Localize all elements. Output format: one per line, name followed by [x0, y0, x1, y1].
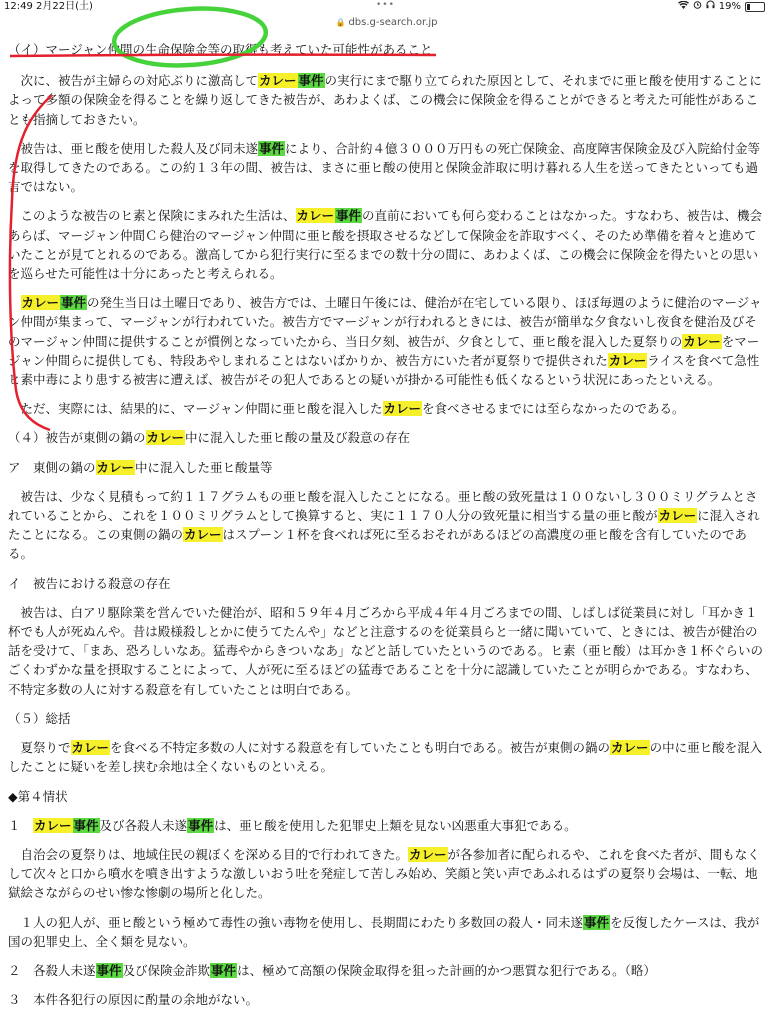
search-hit-curry: カレー — [611, 740, 649, 756]
text-run: ただ、実際には、結果的に、マージャン仲間に亜ヒ酸を混入した — [20, 401, 383, 417]
document-heading — [8, 990, 764, 1009]
text-run: により、合計約４億３０００万円もの死亡保険金、高度障害保険金及び入院給付金等を取得してきたのである。この約１３年の間、被告は、まさに亜ヒ酸の使用と保険金詐取に明け暮れる人生を送ってきたといっても過言ではない。 — [8, 140, 761, 195]
text-run: は、極めて高額の保険金取得を狙った計画的かつ悪質な犯行である。（略） — [237, 962, 656, 978]
address-bar[interactable] — [0, 14, 773, 32]
text-run: 被告は、白アリ駆除業を営んでいた健治が、昭和５９年４月ごろから平成４年４月ごろまでの間、しばしば従業員に対し「耳かき１杯でも人が死ぬんや。昔は殿様殺しとかに使うてたんや」などと注意するのを従業員らと一緒に聞いていて、ときには、被告が健治の話を受けて、「まあ、恐ろしいなあ。猛毒やからきついなあ」などと話していたというのである。ヒ素（亜ヒ酸）は耳かき１杯ぐらいのごくわずかな量を摂取することによって、人が死に至るほどの猛毒であることを十分に認識していたことが明らかである。すなわち、不特定多数の人に対する殺意を有していたことは明白である。 — [8, 604, 764, 697]
search-hit-curry: カレー — [21, 295, 60, 311]
text-run: ア 東側の鍋の — [8, 459, 96, 475]
text-run: はスプーン１杯を食べれば死に至るおそれがあるほどの高濃度の亜ヒ酸を含有していたのである。 — [8, 527, 747, 562]
document-paragraph — [8, 399, 764, 418]
text-run: 自治会の夏祭りは、地域住民の親ぼくを深める目的で行われてきた。 — [20, 846, 409, 862]
search-hit-incident: 事件 — [211, 962, 237, 978]
alarm-icon — [693, 0, 702, 14]
search-hit-incident: 事件 — [188, 817, 214, 833]
text-run: 次に、被告が主婦らの対応ぶりに激高して — [20, 73, 259, 89]
document-paragraph — [8, 845, 764, 903]
status-time: 12:49 — [4, 1, 33, 12]
search-hit-curry: カレー — [34, 817, 72, 833]
text-run: イ 被告における殺意の存在 — [8, 575, 171, 591]
text-run: を食べる不特定多数の人に対する殺意を有していたことも明白である。被告が東側の鍋の — [110, 740, 611, 756]
text-run: （４）被告が東側の鍋の — [8, 430, 146, 446]
text-run: 夏祭りで — [20, 740, 71, 756]
text-run: 及び各殺人未遂 — [99, 817, 188, 833]
document-heading — [8, 709, 764, 728]
text-run: １人の犯人が、亜ヒ酸という極めて毒性の強い毒物を使用し、長期間にわたり多数回の殺人・同未遂 — [20, 914, 584, 930]
status-date: 2月22日(土) — [36, 1, 93, 12]
search-hit-curry: カレー — [296, 208, 335, 224]
search-hit-incident: 事件 — [96, 962, 122, 978]
text-run: は、亜ヒ酸を使用した犯罪史上類を見ない凶悪重大事犯である。 — [214, 817, 577, 833]
search-hit-incident: 事件 — [584, 914, 610, 930]
search-hit-curry: カレー — [184, 527, 222, 543]
address-bar-url: dbs.g-search.or.jp — [348, 17, 438, 28]
battery-icon — [745, 2, 765, 12]
text-run: （イ）マージャン仲間の生命保険金等の取得も考えていた可能性があること — [8, 42, 433, 57]
document-heading — [8, 428, 764, 447]
text-run: が各参加者に配られるや、これを食べた者が、間もなくして次々と口から噴水を噴き出すような激しいおう吐を発症して苦しみ始め、笑顔と笑い声であふれるはずの夏祭り会場は、一転、地獄絵さながらのせい惨な惨劇の場所と化した。 — [8, 846, 760, 901]
text-run: （５）総括 — [8, 710, 71, 726]
text-run: をマージャン仲間らに提供しても、特段あやしまれることはないばかりか、被告方にいた者が夏祭りで提供された — [8, 333, 760, 368]
text-run: 被告は、少なく見積もって約１１７グラムもの亜ヒ酸を混入したことになる。亜ヒ酸の致死量は１００ないし３００ミリグラムとされていることから、これを１００ミリグラムとして換算すると、実に１１７０人分の致死量に相当する量の亜ヒ酸が — [8, 488, 758, 524]
text-run: ◆第４情状 — [8, 788, 68, 804]
search-hit-curry: カレー — [683, 333, 721, 349]
document-paragraph — [8, 206, 764, 283]
battery-percent: 19% — [718, 1, 741, 12]
search-hit-curry: カレー — [658, 508, 697, 524]
search-hit-incident: 事件 — [259, 140, 285, 156]
headphones-icon — [706, 0, 715, 14]
text-run: に混入されたことになる。この東側の鍋の — [8, 508, 760, 543]
text-run: の中に亜ヒ酸を混入したことに疑いを差し挟む余地は全くないものといえる。 — [8, 740, 763, 775]
document-heading — [8, 961, 764, 980]
text-run: を食べさせるまでには至らなかったのである。 — [422, 401, 685, 417]
search-hit-curry: カレー — [146, 430, 185, 446]
text-run: ２ 各殺人未遂 — [8, 962, 96, 978]
document-heading — [8, 816, 764, 835]
document-paragraph — [8, 913, 764, 951]
document-heading — [8, 458, 764, 477]
judgment-document — [8, 36, 764, 1019]
search-hit-incident: 事件 — [298, 73, 324, 89]
search-hit-incident: 事件 — [73, 817, 99, 833]
document-paragraph — [8, 738, 764, 776]
text-run: このような被告のヒ素と保険にまみれた生活は、 — [20, 208, 296, 224]
text-run: 中に混入した亜ヒ酸量等 — [135, 459, 273, 475]
document-paragraph — [8, 603, 764, 699]
search-hit-curry: カレー — [71, 740, 110, 756]
text-run: ３ 本件各犯行の原因に酌量の余地がない。 — [8, 992, 259, 1008]
text-run: 中に混入した亜ヒ酸の量及び殺意の存在 — [185, 430, 411, 446]
multitasking-dots-icon[interactable]: ••• — [376, 0, 395, 10]
text-run: の発生当日は土曜日であり、被告方では、土曜日午後には、健治が在宅している限り、ほぼ毎週のように健治のマージャン仲間が集まって、マージャンが行われていた。被告方でマージャンが行われるときには、被告が簡単な夕食ないし夜食を健治及びそのマージャン仲間に提供することが慣例となっていたから、当日夕刻、被告が、夕食として、亜ヒ酸を混入した夏祭りの — [8, 295, 762, 349]
text-run: の実行にまで駆り立てられた原因として、それまでに亜ヒ酸を使用することによって多額の保険金を得ることを繰り返してきた被告が、あわよくば、この機会に保険金を得ることができると考えた可能性があることも指摘しておきたい。 — [8, 73, 762, 127]
wifi-icon — [678, 0, 689, 14]
search-hit-incident: 事件 — [61, 295, 87, 311]
document-heading — [8, 574, 764, 593]
status-bar — [0, 0, 773, 14]
search-hit-curry: カレー — [608, 352, 647, 368]
search-hit-curry: カレー — [409, 846, 447, 862]
document-heading — [8, 40, 764, 59]
search-hit-curry: カレー — [383, 401, 422, 417]
text-run: の直前においても何ら変わることはなかった。すなわち、被告は、機会あらば、マージャン仲間Ｃら健治のマージャン仲間に亜ヒ酸を摂取させるなどして保険金を詐取すべく、そのため準備を着々と進めていたことが見てとれるのである。激高してから犯行実行に至るまでの数十分の間に、あわよくば、この機会に保険金を得たいとの思いを巡らせた可能性は十分にあったと考えられる。 — [8, 208, 763, 282]
text-run: を反復したケースは、我が国の犯罪史上、全く類を見ない。 — [8, 914, 760, 949]
search-hit-curry: カレー — [259, 73, 297, 89]
document-paragraph — [8, 71, 764, 129]
search-hit-curry: カレー — [96, 459, 135, 475]
text-run: １ — [8, 817, 34, 833]
document-paragraph — [8, 487, 764, 564]
lock-icon: 🔒 — [335, 18, 346, 27]
text-run: 被告は、亜ヒ酸を使用した殺人及び同未遂 — [20, 140, 259, 156]
text-run: 及び保険金詐欺 — [122, 962, 211, 978]
status-indicators — [678, 0, 765, 14]
document-paragraph — [8, 139, 764, 197]
document-heading — [8, 787, 764, 806]
document-paragraph — [8, 293, 764, 389]
text-run: ライスを食べて急性ヒ素中毒により患する被害に遭えば、被告がその犯人であるとの疑いが掛かる可能性も低くなるという状況にあったといえる。 — [8, 352, 760, 388]
search-hit-incident: 事件 — [336, 208, 362, 224]
